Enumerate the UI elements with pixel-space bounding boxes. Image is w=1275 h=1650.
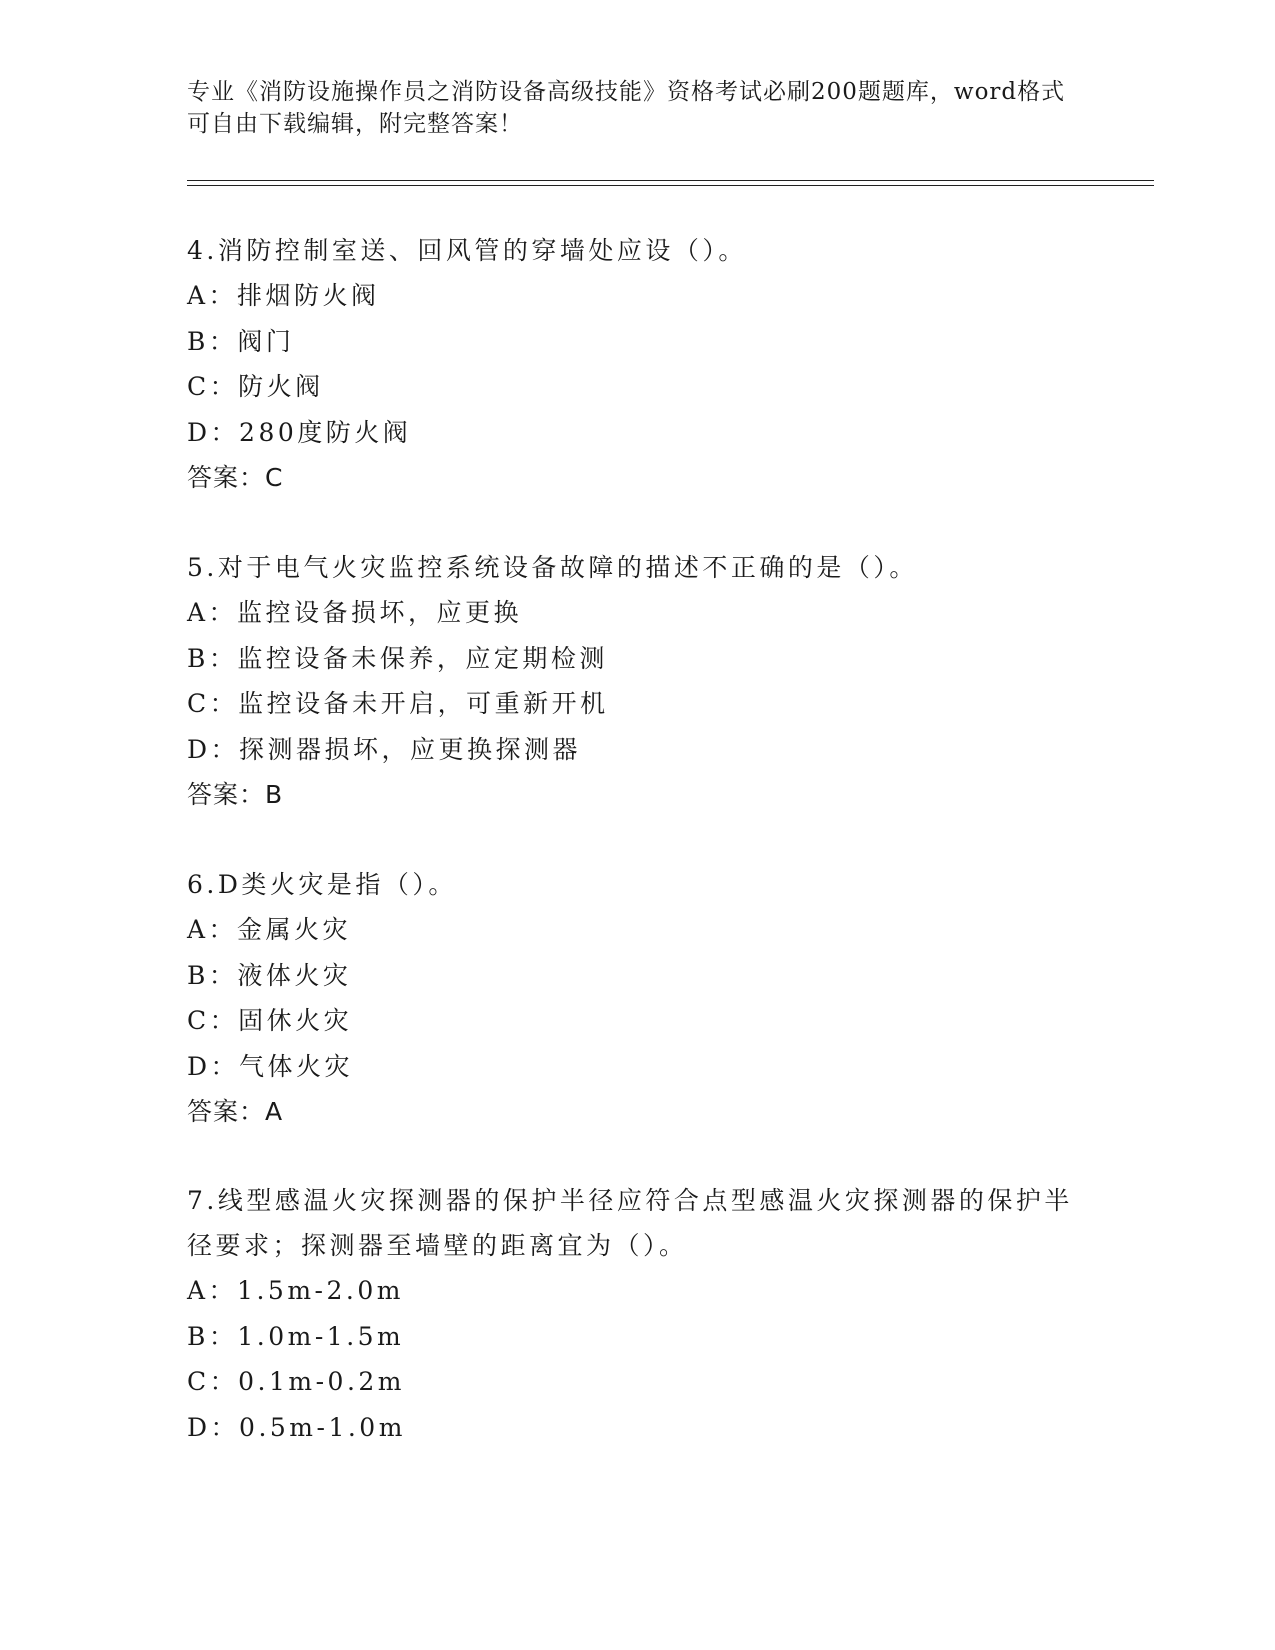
- option-c: C：0.1m-0.2m: [187, 1367, 406, 1396]
- question-4: [187, 228, 1087, 500]
- option-a: A：监控设备损坏，应更换: [187, 598, 523, 627]
- option-a: A：排烟防火阀: [187, 281, 380, 310]
- option-d: D：探测器损坏，应更换探测器: [187, 734, 582, 764]
- option-a: A：金属火灾: [187, 915, 352, 944]
- header-divider-bottom: [187, 185, 1154, 186]
- question-stem: 5.对于电气火灾监控系统设备故障的描述不正确的是（）。: [187, 553, 918, 582]
- option-c: C：监控设备未开启，可重新开机: [187, 689, 609, 718]
- answer: 答案：A: [187, 1097, 284, 1126]
- option-d: D：气体火灾: [187, 1051, 354, 1081]
- option-d: D：280度防火阀: [187, 417, 412, 447]
- option-b: B：监控设备未保养，应定期检测: [187, 643, 608, 673]
- option-c: C：固休火灾: [187, 1006, 353, 1035]
- option-a: A：1.5m-2.0m: [187, 1276, 404, 1305]
- question-7: [187, 1178, 1087, 1450]
- answer: 答案：B: [187, 780, 284, 809]
- question-6: [187, 862, 1087, 1134]
- question-stem: 6.D类火灾是指（）。: [187, 870, 457, 899]
- option-c: C：防火阀: [187, 372, 324, 401]
- answer: 答案：C: [187, 463, 284, 492]
- document-intro: 专业《消防设施操作员之消防设备高级技能》资格考试必刷200题题库，word格式可自由下载编辑，附完整答案！: [187, 79, 1066, 137]
- question-stem: 7.线型感温火灾探测器的保护半径应符合点型感温火灾探测器的保护半径要求；探测器至墙壁的距离宜为（）。: [187, 1186, 1073, 1260]
- question-stem: 4.消防控制室送、回风管的穿墙处应设（）。: [187, 236, 747, 265]
- option-d: D：0.5m-1.0m: [187, 1412, 406, 1442]
- option-b: B：1.0m-1.5m: [187, 1321, 405, 1351]
- question-5: [187, 545, 1087, 817]
- option-b: B：液体火灾: [187, 960, 352, 990]
- header-divider-top: [187, 180, 1154, 181]
- option-b: B：阀门: [187, 326, 295, 356]
